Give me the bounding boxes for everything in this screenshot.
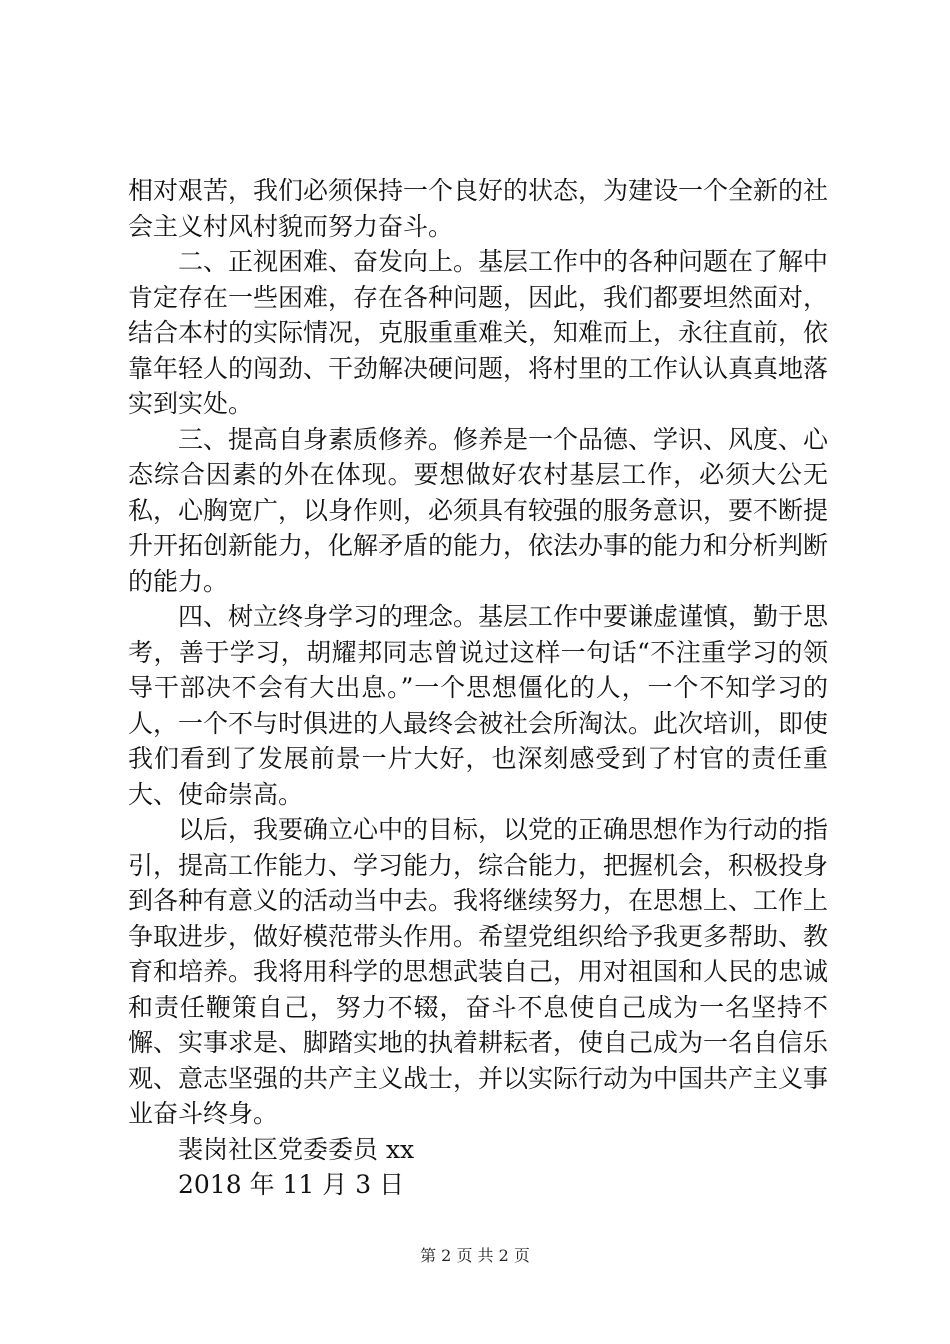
paragraph-point-two: 二、正视困难、奋发向上。基层工作中的各种问题在了解中肯定存在一些困难，存在各种问题，因此，我们都要坦然面对，结合本村的实际情况，克服重重难关，知难而上，永往直前，依靠年轻人的闯劲、干劲解决硬问题，将村里的工作认认真真地落实到实处。 bbox=[128, 247, 829, 418]
paragraph-point-four: 四、树立终身学习的理念。基层工作中要谦虚谨慎，勤于思考，善于学习，胡耀邦同志曾说过这样一句话“不注重学习的领导干部决不会有大出息。”一个思想僵化的人，一个不知学习的人，一个不与时俱进的人最终会被社会所淘汰。此次培训，即使我们看到了发展前景一片大好，也深刻感受到了村官的责任重大、使命崇高。 bbox=[128, 602, 829, 809]
page-number-footer: 第 2 页 共 2 页 bbox=[420, 1246, 530, 1265]
paragraph-point-three: 三、提高自身素质修养。修养是一个品德、学识、风度、心态综合因素的外在体现。要想做好农村基层工作，必须大公无私，心胸宽广，以身作则，必须具有较强的服务意识，要不断提升开拓创新能力，化解矛盾的能力，依法办事的能力和分析判断的能力。 bbox=[128, 424, 829, 596]
document-body bbox=[128, 173, 828, 1203]
date-line: 2018 年 11 月 3 日 bbox=[178, 1170, 405, 1199]
paragraph-conclusion: 以后，我要确立心中的目标，以党的正确思想作为行动的指引，提高工作能力、学习能力，综合能力，把握机会，积极投身到各种有意义的活动当中去。我将继续努力，在思想上、工作上争取进步，做好模范带头作用。希望党组织给予我更多帮助、教育和培养。我将用科学的思想武装自己，用对祖国和人民的忠诚和责任鞭策自己，努力不辍，奋斗不息使自己成为一名坚持不懈、实事求是、脚踏实地的执着耕耘者，使自己成为一名自信乐观、意志坚强的共产主义战士，并以实际行动为中国共产主义事业奋斗终身。 bbox=[128, 815, 829, 1128]
signature-line: 裴岗社区党委委员 xx bbox=[178, 1134, 415, 1164]
paragraph-continuation: 相对艰苦，我们必须保持一个良好的状态，为建设一个全新的社会主义村风村貌而努力奋斗。 bbox=[128, 176, 829, 241]
